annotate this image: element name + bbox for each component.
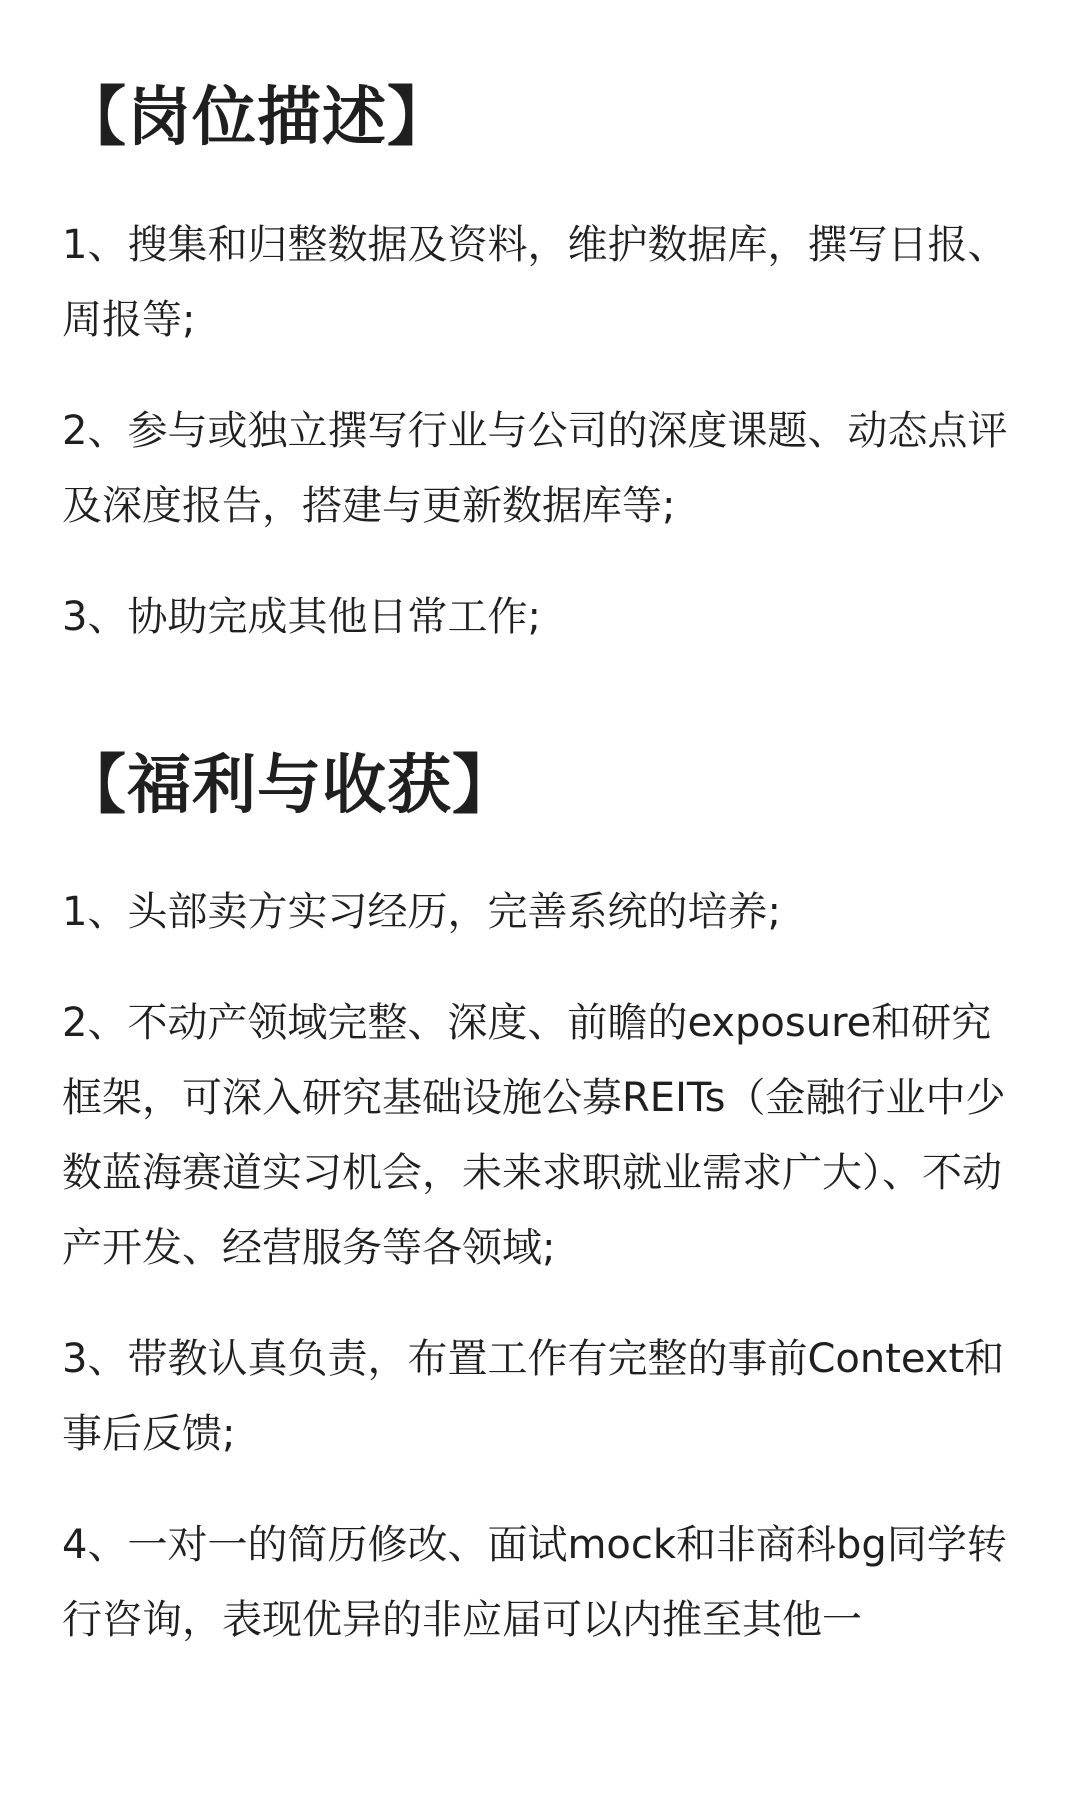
list-item: 1、头部卖方实习经历，完善系统的培养;: [62, 889, 781, 935]
list-item: 2、参与或独立撰写行业与公司的深度课题、动态点评及深度报告，搭建与更新数据库等;: [62, 408, 1008, 529]
job-description-list: [62, 208, 1022, 655]
list-item: 2、不动产领域完整、深度、前瞻的exposure和研究框架，可深入研究基础设施公募REITs（金融行业中少数蓝海赛道实习机会，未来求职就业需求广大）、不动产开发、经营服务等各领域;: [62, 1000, 1006, 1271]
list-item: 3、带教认真负责，布置工作有完整的事前Context和事后反馈;: [62, 1336, 1005, 1457]
section-title-job-description: 【岗位描述】: [62, 81, 452, 155]
benefits-list: [62, 875, 1022, 1658]
list-item: 1、搜集和归整数据及资料，维护数据库，撰写日报、周报等;: [62, 222, 1008, 343]
section-title-benefits: 【福利与收获】: [62, 749, 517, 823]
list-item: 4、一对一的简历修改、面试mock和非商科bg同学转行咨询，表现优异的非应届可以内推至其他一: [62, 1522, 1007, 1643]
list-item: 3、协助完成其他日常工作;: [62, 594, 541, 640]
